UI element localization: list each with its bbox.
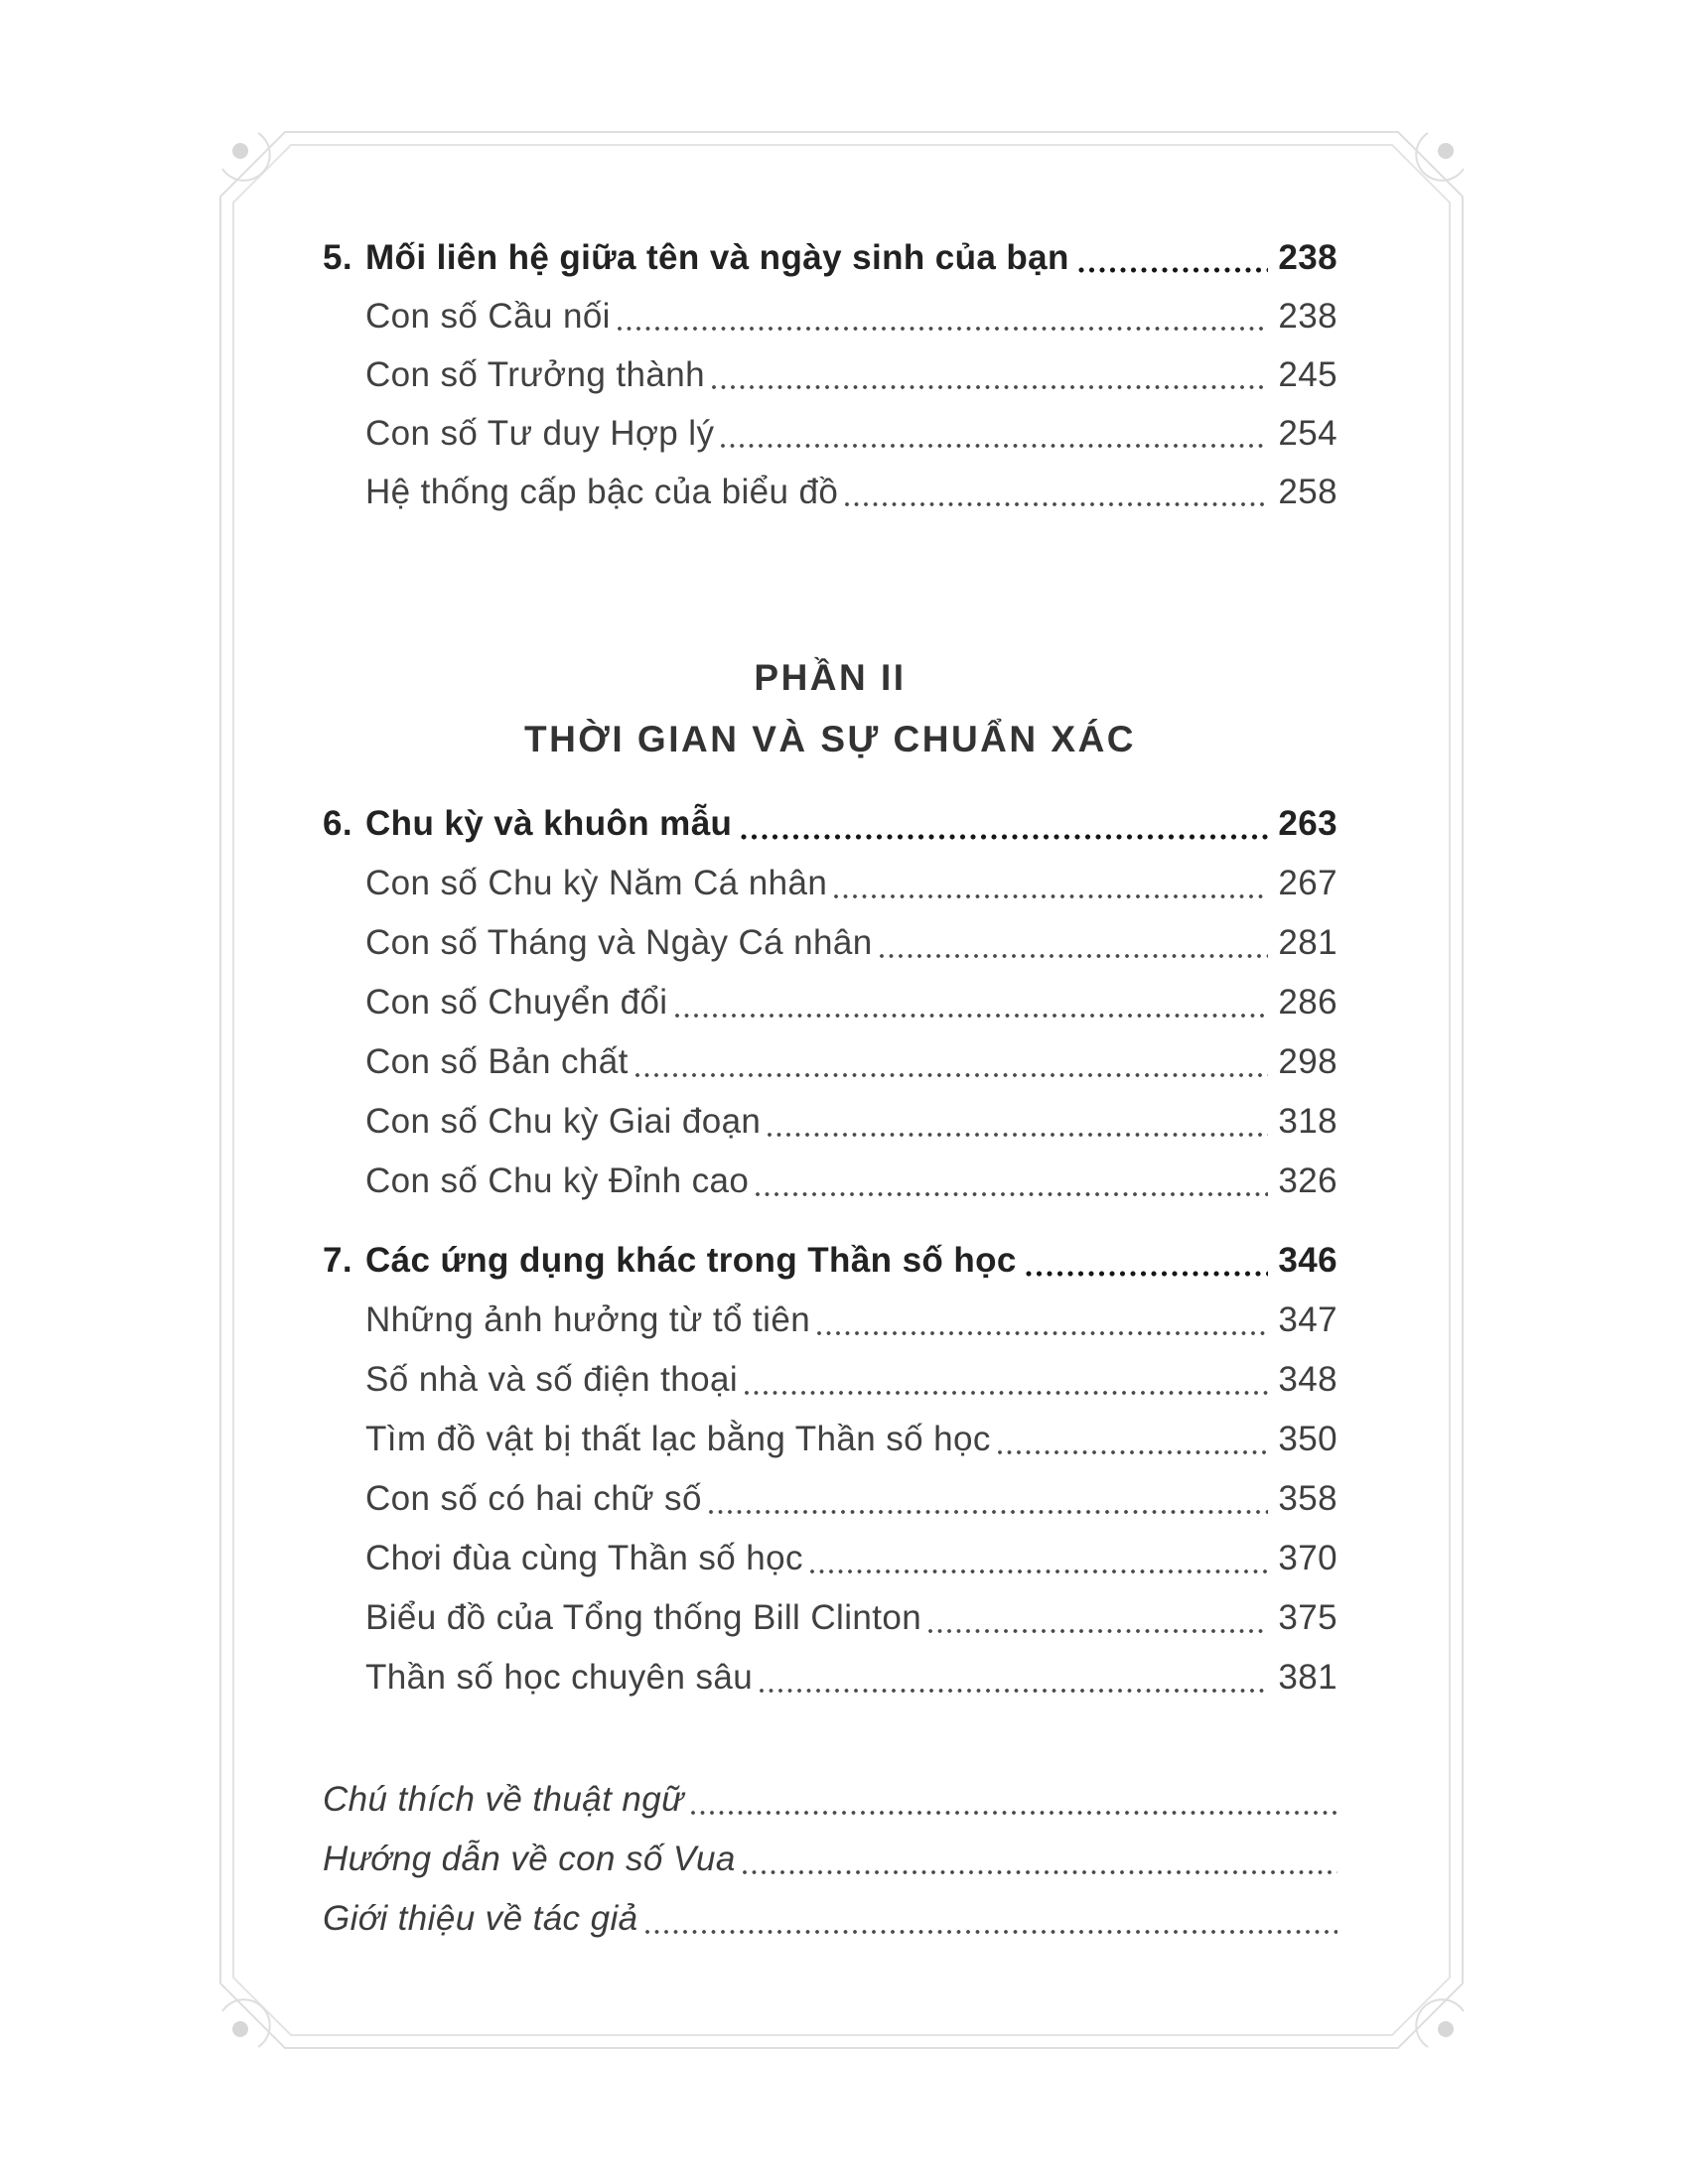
toc-section-chapter-7 [323, 1231, 1337, 1707]
toc-page-number: 281 [1278, 923, 1337, 962]
corner-dot-bottom-left [232, 2021, 248, 2037]
part-label: PHẦN II [754, 657, 907, 698]
dot-leader [745, 1390, 1268, 1396]
toc-item-row [323, 973, 1337, 1032]
dot-leader [810, 1569, 1268, 1574]
toc-entry-label: Hệ thống cấp bậc của biểu đồ [365, 473, 839, 511]
toc-entry-label: Chu kỳ và khuôn mẫu [365, 804, 733, 843]
toc-back-matter [323, 1770, 1337, 1949]
dot-leader [1026, 1271, 1269, 1277]
dot-leader [721, 443, 1268, 449]
toc-entry-label: Mối liên hệ giữa tên và ngày sinh của bạn [365, 238, 1069, 277]
toc-entry-label: Con số Trưởng thành [365, 355, 705, 394]
toc-entry-label: Con số Chuyển đổi [365, 983, 668, 1022]
toc-page-number: 347 [1278, 1300, 1337, 1339]
toc-entry-label: Chú thích về thuật ngữ [323, 1780, 684, 1819]
toc-item-row [323, 1092, 1337, 1152]
toc-page-number: 263 [1278, 804, 1337, 843]
toc-chapter-row [323, 794, 1337, 854]
toc-entry-label: Số nhà và số điện thoại [365, 1360, 739, 1399]
toc-item-row [323, 854, 1337, 913]
corner-arc-top-left [222, 133, 270, 181]
table-of-contents [323, 228, 1337, 1949]
dot-leader [817, 1330, 1268, 1336]
dot-leader [675, 1013, 1269, 1019]
toc-item-row [323, 913, 1337, 973]
toc-entry-label: Con số Chu kỳ Giai đoạn [365, 1102, 762, 1141]
toc-entry-label: Con số Cầu nối [365, 297, 611, 336]
toc-entry-label: Biểu đồ của Tổng thống Bill Clinton [365, 1598, 922, 1637]
toc-backmatter-row [323, 1830, 1337, 1889]
toc-backmatter-row [323, 1770, 1337, 1830]
toc-entry-label: Thần số học chuyên sâu [365, 1658, 754, 1697]
toc-item-row [323, 1291, 1337, 1350]
chapter-number: 5. [323, 238, 352, 277]
toc-entry-label: Giới thiệu về tác giả [323, 1899, 638, 1938]
dot-leader [691, 1810, 1337, 1816]
toc-item-row [323, 287, 1337, 345]
corner-arc-bottom-left [222, 1999, 270, 2047]
toc-page-number: 350 [1278, 1420, 1337, 1458]
corner-dot-top-left [232, 143, 248, 159]
dot-leader [645, 1929, 1338, 1935]
toc-entry-label: Con số Tư duy Hợp lý [365, 414, 715, 453]
toc-item-row [323, 1588, 1337, 1648]
toc-page-number: 381 [1278, 1658, 1337, 1697]
toc-item-row [323, 1152, 1337, 1211]
toc-item-row [323, 463, 1337, 521]
dot-leader [709, 1509, 1269, 1515]
dot-leader [1078, 267, 1269, 273]
dot-leader [760, 1688, 1268, 1694]
toc-chapter-row [323, 1231, 1337, 1291]
dot-leader [618, 326, 1269, 332]
toc-item-row [323, 1410, 1337, 1469]
dot-leader [712, 384, 1268, 390]
dot-leader [768, 1132, 1268, 1138]
toc-item-row [323, 1469, 1337, 1529]
toc-entry-label: Con số Chu kỳ Đỉnh cao [365, 1161, 750, 1200]
toc-item-row [323, 1648, 1337, 1707]
toc-page-number: 238 [1278, 297, 1337, 336]
toc-page-number: 245 [1278, 355, 1337, 394]
dot-leader [845, 501, 1268, 507]
dot-leader [834, 893, 1268, 899]
toc-entry-label: Những ảnh hưởng từ tổ tiên [365, 1300, 811, 1339]
toc-item-row [323, 404, 1337, 463]
toc-entry-label: Con số có hai chữ số [365, 1479, 702, 1518]
dot-leader [880, 953, 1269, 959]
toc-item-row [323, 1350, 1337, 1410]
toc-entry-label: Hướng dẫn về con số Vua [323, 1840, 736, 1878]
toc-item-row [323, 1529, 1337, 1588]
toc-page-number: 267 [1278, 864, 1337, 902]
dot-leader [741, 834, 1268, 840]
toc-entry-label: Con số Tháng và Ngày Cá nhân [365, 923, 873, 962]
toc-page-number: 254 [1278, 414, 1337, 453]
toc-page-number: 258 [1278, 473, 1337, 511]
dot-leader [928, 1628, 1268, 1634]
chapter-number: 6. [323, 804, 352, 843]
toc-chapter-row [323, 228, 1337, 287]
toc-page-number: 326 [1278, 1161, 1337, 1200]
toc-item-row [323, 1032, 1337, 1092]
toc-page-number: 370 [1278, 1539, 1337, 1577]
corner-dot-top-right [1438, 143, 1454, 159]
toc-entry-label: Các ứng dụng khác trong Thần số học [365, 1241, 1017, 1280]
toc-entry-label: Chơi đùa cùng Thần số học [365, 1539, 803, 1577]
dot-leader [756, 1191, 1268, 1197]
dot-leader [635, 1072, 1269, 1078]
part-title: THỜI GIAN VÀ SỰ CHUẨN XÁC [523, 719, 1137, 759]
toc-page-number: 298 [1278, 1042, 1337, 1081]
toc-page-number: 286 [1278, 983, 1337, 1022]
toc-entry-label: Tìm đồ vật bị thất lạc bằng Thần số học [365, 1420, 991, 1458]
chapter-number: 7. [323, 1241, 352, 1280]
toc-section-chapter-5 [323, 228, 1337, 521]
toc-page-number: 346 [1278, 1241, 1337, 1280]
toc-entry-label: Con số Bản chất [365, 1042, 629, 1081]
corner-dot-bottom-right [1438, 2021, 1454, 2037]
toc-page-number: 318 [1278, 1102, 1337, 1141]
dot-leader [998, 1449, 1269, 1455]
toc-section-chapter-6 [323, 794, 1337, 1211]
toc-page-number: 358 [1278, 1479, 1337, 1518]
toc-page-number: 238 [1278, 238, 1337, 277]
dot-leader [743, 1869, 1337, 1875]
toc-item-row [323, 345, 1337, 404]
toc-backmatter-row [323, 1889, 1337, 1949]
toc-page-number: 375 [1278, 1598, 1337, 1637]
toc-entry-label: Con số Chu kỳ Năm Cá nhân [365, 864, 828, 902]
toc-page-number: 348 [1278, 1360, 1337, 1399]
